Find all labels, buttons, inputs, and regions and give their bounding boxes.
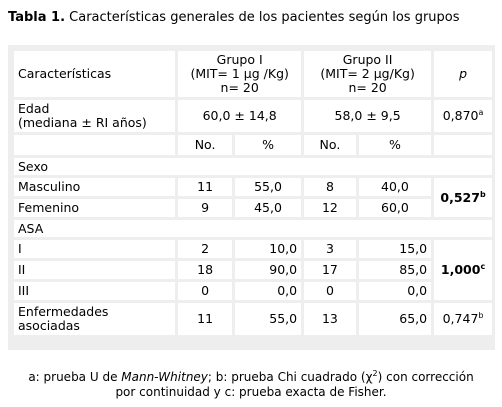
- edad-label: [14, 100, 175, 132]
- sexo-row-0-label: Masculino: [14, 178, 175, 196]
- sexo-row-1-g2-pct: 60,0: [359, 199, 431, 217]
- table-row: [14, 178, 492, 196]
- asa-p-sup: c: [480, 261, 486, 271]
- header-group1-line3: n= 20: [220, 80, 259, 95]
- sexo-row-1-g1-pct: 45,0: [235, 199, 301, 217]
- edad-p-value: 0,870: [442, 108, 479, 123]
- enfermedades-g2-no: 13: [304, 303, 356, 335]
- enfermedades-g1-no: 11: [178, 303, 232, 335]
- asa-row-0-g1-pct: 10,0: [235, 240, 301, 258]
- caption-label: Tabla 1.: [8, 10, 66, 25]
- table-caption: [8, 10, 496, 25]
- edad-p: [434, 100, 492, 132]
- subheader-g1-pct: %: [235, 135, 301, 155]
- enfermedades-label-line1: Enfermedades: [18, 304, 109, 319]
- asa-row-0-g1-no: 2: [178, 240, 232, 258]
- asa-p: [434, 240, 492, 300]
- asa-row-1-g1-no: 18: [178, 261, 232, 279]
- enfermedades-row: [14, 303, 492, 335]
- header-row: [14, 51, 492, 97]
- sexo-row-0-g2-no: 8: [304, 178, 356, 196]
- footnote-part2: ; b: prueba Chi cuadrado (χ: [207, 370, 373, 384]
- table-footnote: [0, 370, 502, 400]
- table-row: [14, 240, 492, 258]
- header-group2-line1: Grupo II: [342, 52, 393, 67]
- enfermedades-label: [14, 303, 175, 335]
- footnote-part3: ) con corrección: [377, 370, 474, 384]
- asa-row-2-g1-pct: 0,0: [235, 282, 301, 300]
- sexo-row-0-g1-no: 11: [178, 178, 232, 196]
- sexo-header-row: [14, 158, 492, 175]
- header-group1-line1: Grupo I: [216, 52, 263, 67]
- enfermedades-label-line2: asociadas: [18, 318, 80, 333]
- subheader-empty: [14, 135, 175, 155]
- sexo-label: Sexo: [14, 158, 492, 175]
- header-group2-line3: n= 20: [348, 80, 387, 95]
- footnote-part1: a: prueba U de: [28, 370, 122, 384]
- edad-g2: 58,0 ± 9,5: [304, 100, 431, 132]
- table-row: [14, 199, 492, 217]
- enfermedades-p-value: 0,747: [442, 311, 479, 326]
- header-characteristics: Características: [14, 51, 175, 97]
- asa-row-1-g1-pct: 90,0: [235, 261, 301, 279]
- footnote-line2: por continuidad y c: prueba exacta de Fisher.: [115, 385, 387, 399]
- subheader-g1-no: No.: [178, 135, 232, 155]
- asa-row-0-label: I: [14, 240, 175, 258]
- header-group1: [178, 51, 301, 97]
- asa-row-1-g2-pct: 85,0: [359, 261, 431, 279]
- enfermedades-p: [434, 303, 492, 335]
- sexo-row-1-g1-no: 9: [178, 199, 232, 217]
- table-panel: [8, 45, 495, 350]
- edad-label-line1: Edad: [18, 101, 50, 116]
- header-group2-line2: (MIT= 2 μg/Kg): [320, 66, 415, 81]
- enfermedades-g1-pct: 55,0: [235, 303, 301, 335]
- subheader-p-empty: [434, 135, 492, 155]
- asa-row-1-label: II: [14, 261, 175, 279]
- sexo-row-1-label: Femenino: [14, 199, 175, 217]
- subheader-row: [14, 135, 492, 155]
- asa-row-2-g1-no: 0: [178, 282, 232, 300]
- sexo-p-value: 0,527: [440, 189, 480, 205]
- footnote-mann-whitney: Mann-Whitney: [121, 370, 208, 384]
- asa-p-value: 1,000: [440, 262, 481, 277]
- header-group1-line2: (MIT= 1 μg /Kg): [190, 66, 289, 81]
- edad-label-line2: (mediana ± RI años): [18, 115, 147, 130]
- footnote-squared: 2: [372, 369, 378, 378]
- asa-row-2-g2-no: 0: [304, 282, 356, 300]
- asa-label: ASA: [14, 220, 492, 237]
- patient-characteristics-table: [11, 48, 495, 338]
- asa-header-row: [14, 220, 492, 237]
- subheader-g2-pct: %: [359, 135, 431, 155]
- edad-g1: 60,0 ± 14,8: [178, 100, 301, 132]
- header-group2: [304, 51, 431, 97]
- caption-text: Características generales de los pacientes según los grupos: [65, 10, 460, 25]
- sexo-row-0-g2-pct: 40,0: [359, 178, 431, 196]
- header-p: p: [434, 51, 492, 97]
- asa-row-2-g2-pct: 0,0: [359, 282, 431, 300]
- table-row: [14, 261, 492, 279]
- edad-row: [14, 100, 492, 132]
- enfermedades-g2-pct: 65,0: [359, 303, 431, 335]
- sexo-p-sup: b: [479, 189, 486, 199]
- sexo-row-0-g1-pct: 55,0: [235, 178, 301, 196]
- sexo-row-1-g2-no: 12: [304, 199, 356, 217]
- footnote-line1: [0, 370, 502, 385]
- enfermedades-p-sup: b: [478, 310, 484, 320]
- edad-p-sup: a: [478, 107, 484, 117]
- asa-row-0-g2-pct: 15,0: [359, 240, 431, 258]
- sexo-p: [434, 178, 492, 217]
- table-row: [14, 282, 492, 300]
- subheader-g2-no: No.: [304, 135, 356, 155]
- asa-row-2-label: III: [14, 282, 175, 300]
- asa-row-1-g2-no: 17: [304, 261, 356, 279]
- asa-row-0-g2-no: 3: [304, 240, 356, 258]
